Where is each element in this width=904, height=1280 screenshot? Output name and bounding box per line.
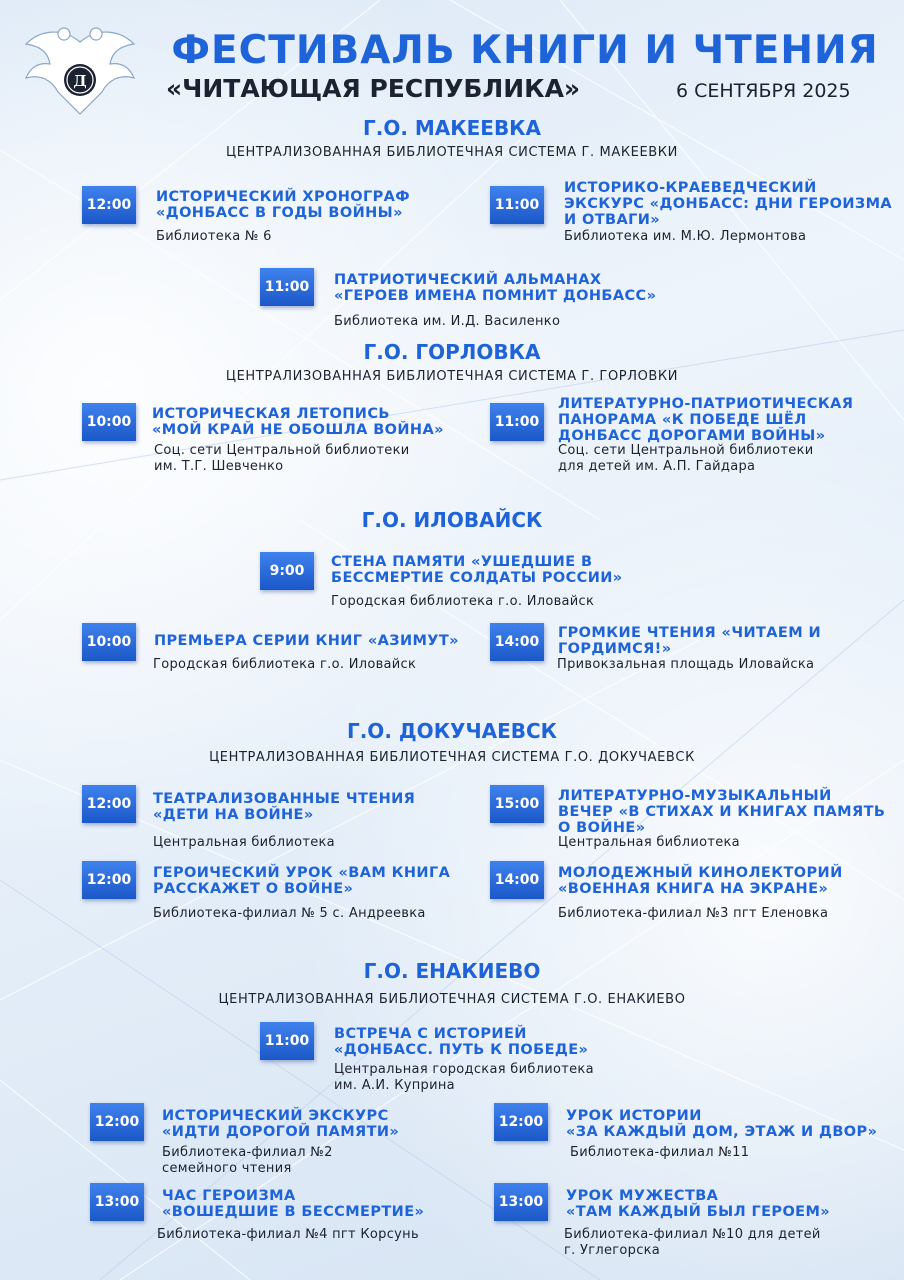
event-time-badge: 11:00: [490, 403, 544, 441]
library-system-makeevka: ЦЕНТРАЛИЗОВАННАЯ БИБЛИОТЕЧНАЯ СИСТЕМА Г. МАКЕЕВКИ: [226, 145, 678, 160]
event-location: Привокзальная площадь Иловайска: [557, 657, 815, 672]
city-heading-gorlovka: Г.О. ГОРЛОВКА: [363, 340, 541, 364]
event-title: ГРОМКИЕ ЧТЕНИЯ «ЧИТАЕМ И ГОРДИМСЯ!»: [558, 625, 822, 657]
event-time-badge: 12:00: [82, 186, 136, 224]
city-heading-dokuchaevsk: Г.О. ДОКУЧАЕВСК: [346, 719, 558, 743]
event-location: Библиотека № 6: [156, 229, 272, 244]
library-system-dokuchaevsk: ЦЕНТРАЛИЗОВАННАЯ БИБЛИОТЕЧНАЯ СИСТЕМА Г.О. ДОКУЧАЕВСК: [209, 750, 695, 765]
svg-text:Д: Д: [73, 72, 87, 90]
event-location: Городская библиотека г.о. Иловайск: [331, 594, 595, 609]
event-location: Библиотека-филиал №4 пгт Корсунь: [157, 1227, 419, 1242]
event-title: ВСТРЕЧА С ИСТОРИЕЙ «ДОНБАСС. ПУТЬ К ПОБЕДЕ»: [334, 1026, 589, 1058]
event-title: ЛИТЕРАТУРНО-МУЗЫКАЛЬНЫЙ ВЕЧЕР «В СТИХАХ И КНИГАХ ПАМЯТЬ О ВОЙНЕ»: [558, 788, 886, 836]
event-title: УРОК ИСТОРИИ «ЗА КАЖДЫЙ ДОМ, ЭТАЖ И ДВОР»: [566, 1108, 878, 1140]
event-title: ПАТРИОТИЧЕСКИЙ АЛЬМАНАХ «ГЕРОЕВ ИМЕНА ПОМНИТ ДОНБАСС»: [334, 272, 657, 304]
event-location: Библиотека-филиал № 5 с. Андреевка: [153, 906, 426, 921]
event-title: ПРЕМЬЕРА СЕРИИ КНИГ «АЗИМУТ»: [154, 633, 459, 649]
event-location: Библиотека им. М.Ю. Лермонтова: [564, 229, 807, 244]
event-title: ИСТОРИЧЕСКАЯ ЛЕТОПИСЬ «МОЙ КРАЙ НЕ ОБОШЛА ВОЙНА»: [152, 406, 444, 438]
event-time-badge: 14:00: [490, 623, 544, 661]
event-location: Библиотека-филиал №10 для детей г. Углегорска: [564, 1227, 821, 1258]
event-location: Городская библиотека г.о. Иловайск: [153, 657, 417, 672]
event-title: ГЕРОИЧЕСКИЙ УРОК «ВАМ КНИГА РАССКАЖЕТ О ВОЙНЕ»: [153, 865, 451, 897]
event-time-badge: 9:00: [260, 552, 314, 590]
event-title: ИСТОРИКО-КРАЕВЕДЧЕСКИЙ ЭКСКУРС «ДОНБАСС: ДНИ ГЕРОИЗМА И ОТВАГИ»: [564, 180, 893, 228]
event-location: Центральная библиотека: [153, 835, 335, 850]
festival-title: ФЕСТИВАЛЬ КНИГИ И ЧТЕНИЯ: [171, 28, 879, 73]
event-time-badge: 11:00: [490, 186, 544, 224]
event-location: Соц. сети Центральной библиотеки для детей им. А.П. Гайдара: [558, 443, 814, 474]
event-time-badge: 11:00: [260, 1022, 314, 1060]
city-heading-ilovaysk: Г.О. ИЛОВАЙСК: [361, 508, 543, 532]
festival-date: 6 СЕНТЯБРЯ 2025: [676, 80, 851, 102]
event-time-badge: 13:00: [90, 1183, 144, 1221]
library-system-gorlovka: ЦЕНТРАЛИЗОВАННАЯ БИБЛИОТЕЧНАЯ СИСТЕМА Г. ГОРЛОВКИ: [225, 369, 679, 384]
event-time-badge: 12:00: [82, 861, 136, 899]
event-time-badge: 10:00: [82, 623, 136, 661]
event-title: ЛИТЕРАТУРНО-ПАТРИОТИЧЕСКАЯ ПАНОРАМА «К ПОБЕДЕ ШЁЛ ДОНБАСС ДОРОГАМИ ВОЙНЫ»: [558, 396, 854, 444]
event-location: Библиотека им. И.Д. Василенко: [334, 314, 561, 329]
event-time-badge: 15:00: [490, 785, 544, 823]
event-location: Соц. сети Центральной библиотеки им. Т.Г. Шевченко: [154, 443, 410, 474]
event-time-badge: 14:00: [490, 861, 544, 899]
city-heading-enakievo: Г.О. ЕНАКИЕВО: [363, 959, 541, 983]
event-location: Центральная библиотека: [558, 835, 740, 850]
festival-subtitle: «ЧИТАЮЩАЯ РЕСПУБЛИКА»: [166, 74, 581, 103]
event-time-badge: 12:00: [494, 1103, 548, 1141]
event-location: Библиотека-филиал №11: [570, 1145, 750, 1160]
event-title: УРОК МУЖЕСТВА «ТАМ КАЖДЫЙ БЫЛ ГЕРОЕМ»: [566, 1188, 831, 1220]
double-headed-eagle-emblem-icon: [22, 22, 138, 122]
event-time-badge: 11:00: [260, 268, 314, 306]
event-title: МОЛОДЕЖНЫЙ КИНОЛЕКТОРИЙ «ВОЕННАЯ КНИГА НА ЭКРАНЕ»: [558, 865, 843, 897]
city-heading-makeevka: Г.О. МАКЕЕВКА: [362, 116, 542, 140]
event-time-badge: 12:00: [82, 785, 136, 823]
event-title: СТЕНА ПАМЯТИ «УШЕДШИЕ В БЕССМЕРТИЕ СОЛДАТЫ РОССИИ»: [331, 554, 623, 586]
event-title: ТЕАТРАЛИЗОВАННЫЕ ЧТЕНИЯ «ДЕТИ НА ВОЙНЕ»: [153, 791, 416, 823]
event-location: Центральная городская библиотека им. А.И. Куприна: [334, 1062, 594, 1093]
event-title: ИСТОРИЧЕСКИЙ ХРОНОГРАФ «ДОНБАСС В ГОДЫ ВОЙНЫ»: [156, 189, 411, 221]
event-title: ИСТОРИЧЕСКИЙ ЭКСКУРС «ИДТИ ДОРОГОЙ ПАМЯТИ»: [162, 1108, 400, 1140]
event-time-badge: 10:00: [82, 403, 136, 441]
event-time-badge: 12:00: [90, 1103, 144, 1141]
event-location: Библиотека-филиал №2 семейного чтения: [162, 1145, 333, 1176]
event-location: Библиотека-филиал №3 пгт Еленовка: [558, 906, 829, 921]
event-title: ЧАС ГЕРОИЗМА «ВОШЕДШИЕ В БЕССМЕРТИЕ»: [162, 1188, 425, 1220]
event-time-badge: 13:00: [494, 1183, 548, 1221]
library-system-enakievo: ЦЕНТРАЛИЗОВАННАЯ БИБЛИОТЕЧНАЯ СИСТЕМА Г.О. ЕНАКИЕВО: [218, 992, 686, 1007]
